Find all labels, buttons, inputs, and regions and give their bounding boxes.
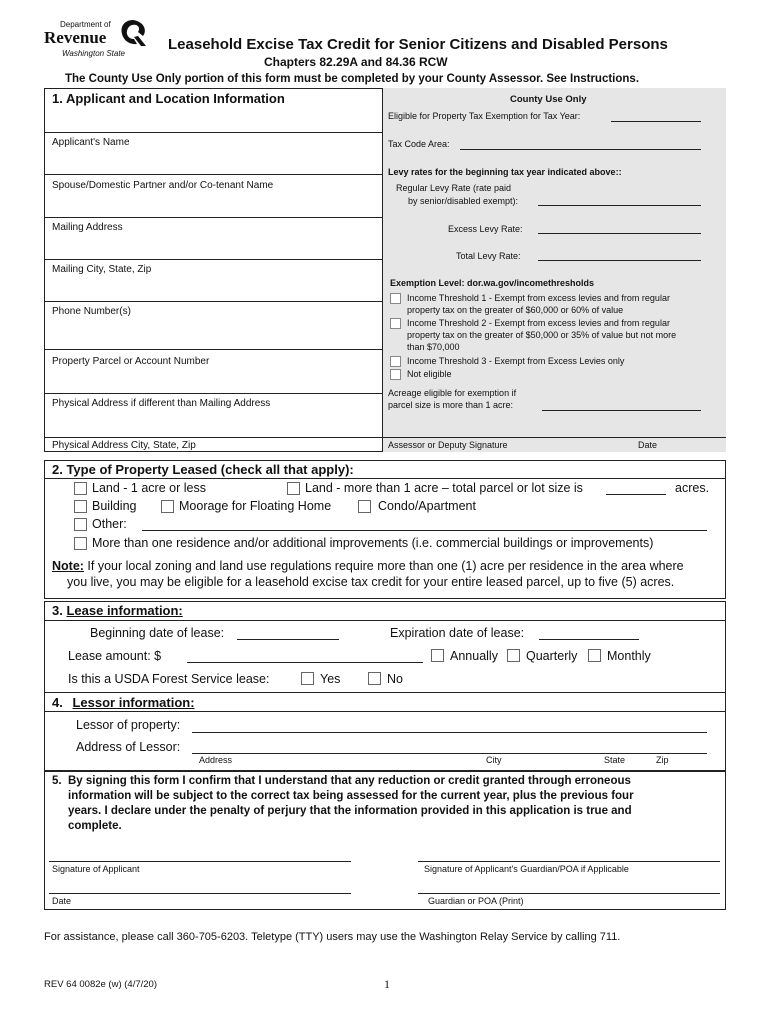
quarterly-checkbox[interactable] <box>507 649 520 662</box>
multiple-residence-label: More than one residence and/or additional improvements (i.e. commercial buildings or improvements) <box>92 536 654 550</box>
lessor-address-input[interactable] <box>192 753 707 754</box>
lot-size-input[interactable] <box>606 494 666 495</box>
form-title: Leasehold Excise Tax Credit for Senior Citizens and Disabled Persons <box>168 36 668 53</box>
land-small-label: Land - 1 acre or less <box>92 481 206 495</box>
section-5-text-2: information will be subject to the correct tax being assessed for the current year, plus the previous four <box>68 790 634 802</box>
section-3-title <box>52 603 183 618</box>
threshold-2-label-b: property tax on the greater of $50,000 or 35% of value but not more <box>407 330 677 340</box>
section-5-text-3: years. I declare under the penalty of perjury that the information provided in this application is true and <box>68 805 632 817</box>
threshold-1-label-a: Income Threshold 1 - Exempt from excess levies and from regular <box>407 293 670 303</box>
usda-no-label: No <box>387 672 403 686</box>
tax-code-label: Tax Code Area: <box>388 139 450 149</box>
physical-city-field[interactable]: Physical Address City, State, Zip <box>52 440 196 451</box>
spouse-name-field[interactable]: Spouse/Domestic Partner and/or Co-tenant Name <box>52 180 274 191</box>
section-5-text-1: By signing this form I confirm that I understand that any reduction or credit granted through erroneous <box>68 775 631 787</box>
lessor-label: Lessor of property: <box>76 718 181 732</box>
tax-code-input[interactable] <box>460 149 701 150</box>
revenue-logo-icon <box>116 18 150 48</box>
usda-no-checkbox[interactable] <box>368 672 381 685</box>
excess-levy-input[interactable] <box>538 233 701 234</box>
applicant-date-input[interactable] <box>49 893 351 894</box>
form-id: REV 64 0082e (w) (4/7/20) <box>44 979 158 990</box>
col-address-label: Address <box>199 755 233 765</box>
logo-line3: Washington State <box>62 49 126 58</box>
note-line-1: If your local zoning and land use regulations require more than one (1) acre per residence in the area where <box>83 559 684 573</box>
col-city-label: City <box>486 755 502 765</box>
guardian-print-label: Guardian or POA (Print) <box>428 896 524 906</box>
moorage-checkbox[interactable] <box>161 500 174 513</box>
land-large-checkbox[interactable] <box>287 482 300 495</box>
applicant-signature-input[interactable] <box>49 861 351 862</box>
lessor-address-label: Address of Lessor: <box>76 740 181 754</box>
county-notice: The County Use Only portion of this form must be completed by your County Assessor. See Instructions. <box>65 73 640 85</box>
guardian-print-input[interactable] <box>418 893 720 894</box>
threshold-3-label: Income Threshold 3 - Exempt from Excess Levies only <box>407 356 625 366</box>
total-levy-input[interactable] <box>538 260 701 261</box>
condo-label: Condo/Apartment <box>378 499 476 513</box>
eligible-year-input[interactable] <box>611 121 701 122</box>
section-4-number: 4. <box>52 695 63 710</box>
expire-date-input[interactable] <box>539 639 639 640</box>
section-3-number: 3. <box>52 603 63 618</box>
land-large-label: Land - more than 1 acre – total parcel or lot size is <box>305 481 583 495</box>
assessor-signature-field[interactable]: Assessor or Deputy Signature <box>388 440 508 450</box>
building-checkbox[interactable] <box>74 500 87 513</box>
building-label: Building <box>92 499 137 513</box>
land-small-checkbox[interactable] <box>74 482 87 495</box>
threshold-2-checkbox[interactable] <box>390 318 401 329</box>
note-text <box>52 559 684 573</box>
acres-label: acres. <box>675 481 710 495</box>
assessor-date-field[interactable]: Date <box>638 440 658 450</box>
section-5-number: 5. <box>52 775 62 787</box>
expire-date-label: Expiration date of lease: <box>390 626 525 640</box>
levy-heading: Levy rates for the beginning tax year indicated above:: <box>388 167 622 177</box>
other-checkbox[interactable] <box>74 518 87 531</box>
condo-checkbox[interactable] <box>358 500 371 513</box>
begin-date-label: Beginning date of lease: <box>90 626 225 640</box>
applicant-name-field[interactable]: Applicant's Name <box>52 137 130 148</box>
note-label: Note: <box>52 559 84 573</box>
eligible-year-label: Eligible for Property Tax Exemption for Tax Year: <box>388 111 581 121</box>
page-number: 1 <box>384 977 390 991</box>
other-input[interactable] <box>142 530 707 531</box>
note-line-2: you live, you may be eligible for a leasehold excise tax credit for your entire leased parcel, up to five (5) acres. <box>67 575 675 589</box>
county-use-title: County Use Only <box>510 94 587 105</box>
parcel-number-field[interactable]: Property Parcel or Account Number <box>52 356 210 367</box>
moorage-label: Moorage for Floating Home <box>179 499 332 513</box>
section-2-title: 2. Type of Property Leased (check all that apply): <box>52 462 354 477</box>
acreage-label-1: Acreage eligible for exemption if <box>388 388 517 398</box>
excess-levy-label: Excess Levy Rate: <box>448 224 523 234</box>
assistance-text: For assistance, please call 360-705-6203. Teletype (TTY) users may use the Washington Relay Service by calling 711. <box>44 931 621 943</box>
acreage-label-2: parcel size is more than 1 acre: <box>388 400 514 410</box>
not-eligible-label: Not eligible <box>407 369 452 379</box>
section-4-heading: Lessor information: <box>72 695 195 710</box>
usda-label: Is this a USDA Forest Service lease: <box>68 672 270 686</box>
begin-date-input[interactable] <box>237 639 339 640</box>
mailing-city-field[interactable]: Mailing City, State, Zip <box>52 264 152 275</box>
monthly-label: Monthly <box>607 649 651 663</box>
guardian-signature-label: Signature of Applicant's Guardian/POA if Applicable <box>424 864 629 874</box>
monthly-checkbox[interactable] <box>588 649 601 662</box>
section-1-title: 1. Applicant and Location Information <box>52 91 285 106</box>
threshold-3-checkbox[interactable] <box>390 356 401 367</box>
threshold-1-label-b: property tax on the greater of $60,000 or 60% of value <box>407 305 624 315</box>
applicant-signature-label: Signature of Applicant <box>52 864 140 874</box>
phone-field[interactable]: Phone Number(s) <box>52 306 131 317</box>
annually-label: Annually <box>450 649 498 663</box>
mailing-address-field[interactable]: Mailing Address <box>52 222 123 233</box>
logo <box>40 18 150 60</box>
col-zip-label: Zip <box>656 755 669 765</box>
section-4-title <box>52 695 195 710</box>
quarterly-label: Quarterly <box>526 649 578 663</box>
regular-levy-label-2: by senior/disabled exempt): <box>408 196 519 206</box>
physical-address-field[interactable]: Physical Address if different than Mailing Address <box>52 398 271 409</box>
regular-levy-input[interactable] <box>538 205 701 206</box>
threshold-2-label-a: Income Threshold 2 - Exempt from excess levies and from regular <box>407 318 670 328</box>
lease-amount-input[interactable] <box>187 662 423 663</box>
threshold-2-label-c: than $70,000 <box>407 342 460 352</box>
section-5-text-4: complete. <box>68 820 122 832</box>
usda-yes-label: Yes <box>320 672 341 686</box>
lessor-input[interactable] <box>192 732 707 733</box>
multiple-residence-checkbox[interactable] <box>74 537 87 550</box>
acreage-input[interactable] <box>542 410 701 411</box>
regular-levy-label-1: Regular Levy Rate (rate paid <box>396 183 512 193</box>
usda-yes-checkbox[interactable] <box>301 672 314 685</box>
section-3-heading: Lease information: <box>66 603 183 618</box>
applicant-date-label: Date <box>52 896 72 906</box>
total-levy-label: Total Levy Rate: <box>456 251 521 261</box>
threshold-1-checkbox[interactable] <box>390 293 401 304</box>
annually-checkbox[interactable] <box>431 649 444 662</box>
col-state-label: State <box>604 755 626 765</box>
logo-line2: Revenue <box>44 28 107 47</box>
other-label: Other: <box>92 517 127 531</box>
chapters-subtitle: Chapters 82.29A and 84.36 RCW <box>264 55 448 69</box>
not-eligible-checkbox[interactable] <box>390 369 401 380</box>
exemption-heading: Exemption Level: dor.wa.gov/incomethresholds <box>390 278 595 288</box>
lease-amount-label: Lease amount: $ <box>68 649 162 663</box>
guardian-signature-input[interactable] <box>418 861 720 862</box>
logo-line1: Department of <box>60 20 111 29</box>
